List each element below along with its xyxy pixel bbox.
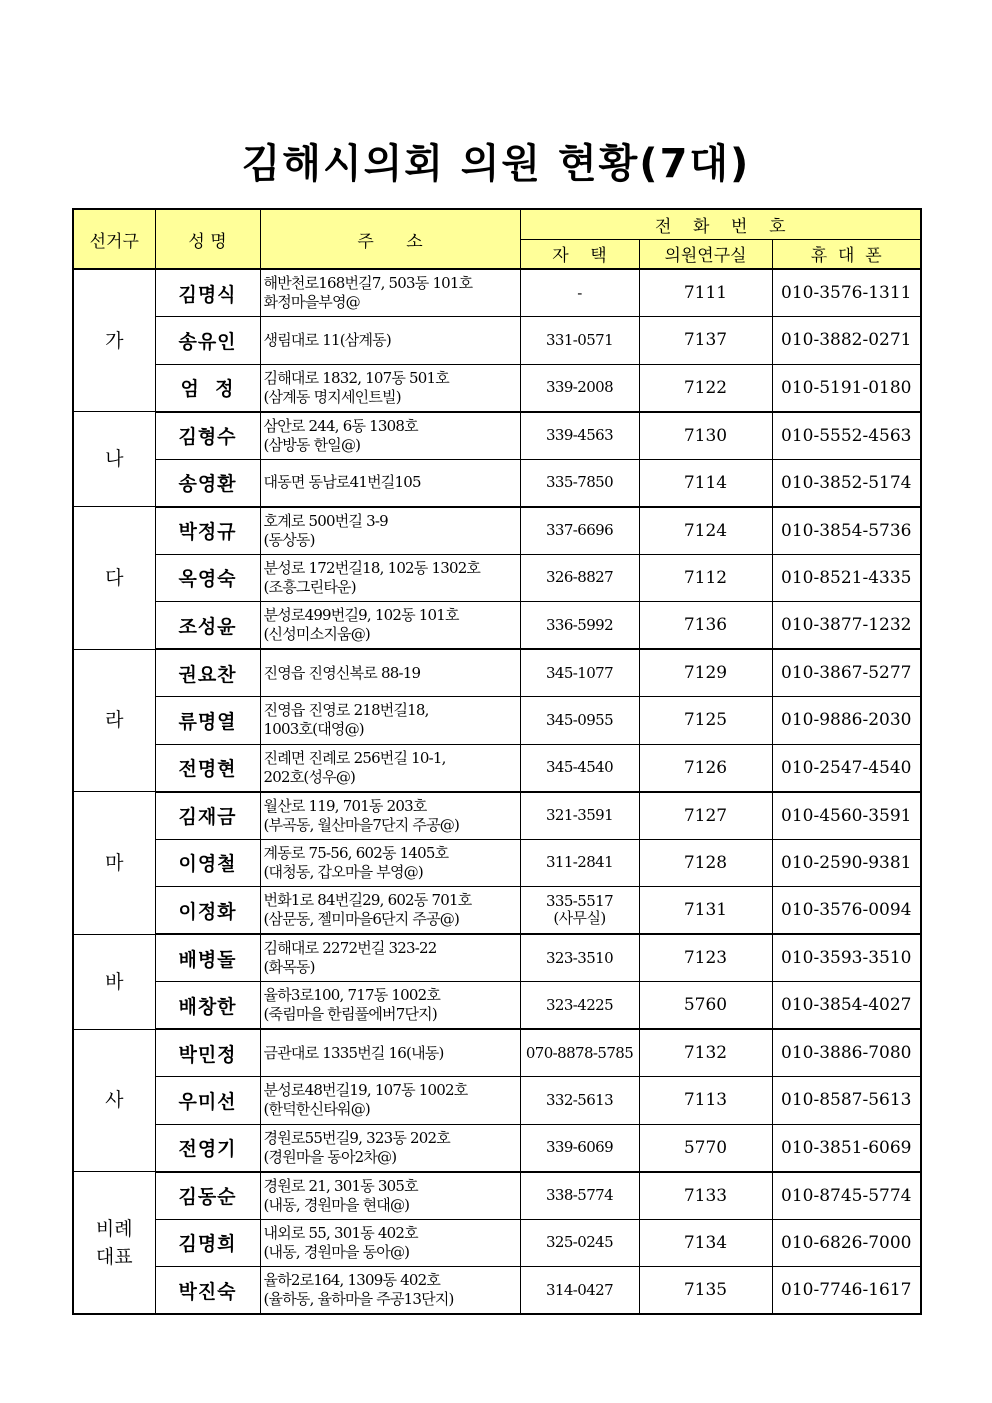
office-extension: 7111 <box>639 269 772 317</box>
home-phone-note: (사무실) <box>553 909 606 927</box>
address-line1: 분성로48번길19, 107동 1002호 <box>263 1081 468 1100</box>
address-line2: (한덕한신타워@) <box>263 1100 370 1119</box>
member-name: 전명현 <box>155 744 260 792</box>
district-label: 바 <box>105 970 124 993</box>
address-line1: 대동면 동남로41번길105 <box>263 473 421 491</box>
member-address <box>260 792 520 840</box>
home-phone <box>520 887 639 935</box>
district-cell <box>73 934 155 1029</box>
address-line1: 경원로 21, 301동 305호 <box>263 1176 418 1195</box>
home-phone <box>520 269 639 317</box>
home-phone-number: 335-5517 <box>545 892 614 910</box>
mobile-phone: 010-3877-1232 <box>772 602 921 650</box>
home-phone-number: 321-3591 <box>545 806 614 824</box>
table-row <box>73 839 921 887</box>
member-address <box>260 1077 520 1125</box>
mobile-phone: 010-3851-6069 <box>772 1124 921 1172</box>
district-label-line2: 대표 <box>95 1245 133 1268</box>
office-extension: 7128 <box>639 839 772 887</box>
district-cell <box>73 412 155 507</box>
office-extension: 7132 <box>639 1029 772 1077</box>
council-members-table <box>72 208 922 1315</box>
home-phone <box>520 1077 639 1125</box>
mobile-phone: 010-3886-7080 <box>772 1029 921 1077</box>
mobile-phone: 010-2547-4540 <box>772 744 921 792</box>
address-line2: (대청동, 갑오마을 부영@) <box>263 862 423 881</box>
home-phone-number: 345-1077 <box>545 663 614 682</box>
address-line2: (부곡동, 월산마을7단지 주공@) <box>263 815 460 834</box>
home-phone-number: 336-5992 <box>545 615 614 634</box>
address-line2: (율하동, 율하마을 주공13단지) <box>263 1290 454 1308</box>
address-line1: 호계로 500번길 3-9 <box>263 511 388 530</box>
address-line1: 율하3로100, 717동 1002호 <box>263 986 441 1004</box>
office-extension: 7114 <box>639 459 772 507</box>
office-extension: 7130 <box>639 412 772 460</box>
member-name: 박진숙 <box>155 1267 260 1315</box>
home-phone <box>520 554 639 602</box>
home-phone <box>520 934 639 982</box>
member-address <box>260 887 520 935</box>
district-cell <box>73 792 155 935</box>
member-address <box>260 412 520 460</box>
office-extension: 7136 <box>639 602 772 650</box>
home-phone <box>520 1029 639 1077</box>
home-phone-number: 339-4563 <box>545 426 614 444</box>
office-extension: 7137 <box>639 317 772 365</box>
member-name: 송영환 <box>155 459 260 507</box>
home-phone <box>520 982 639 1030</box>
member-address <box>260 1172 520 1220</box>
table-header <box>73 209 921 269</box>
header-home-phone: 자 택 <box>520 239 639 269</box>
office-extension: 7133 <box>639 1172 772 1220</box>
table-row <box>73 1029 921 1077</box>
home-phone-number: 311-2841 <box>545 853 614 872</box>
member-name: 김동순 <box>155 1172 260 1220</box>
member-name: 옥영숙 <box>155 554 260 602</box>
office-extension: 7129 <box>639 649 772 697</box>
table-row <box>73 649 921 697</box>
home-phone-number: 323-3510 <box>545 948 614 967</box>
table-body <box>73 269 921 1314</box>
mobile-phone: 010-6826-7000 <box>772 1219 921 1267</box>
mobile-phone: 010-4560-3591 <box>772 792 921 840</box>
office-extension: 5760 <box>639 982 772 1030</box>
home-phone <box>520 317 639 365</box>
office-extension: 7126 <box>639 744 772 792</box>
home-phone <box>520 1124 639 1172</box>
member-address <box>260 1029 520 1077</box>
member-address <box>260 982 520 1030</box>
member-address <box>260 269 520 317</box>
address-line2: (삼문동, 젤미마을6단지 주공@) <box>263 910 460 928</box>
home-phone-number: - <box>577 283 582 302</box>
district-label: 나 <box>105 448 124 470</box>
home-phone <box>520 507 639 555</box>
member-name: 김재금 <box>155 792 260 840</box>
table-row <box>73 1219 921 1267</box>
address-line1: 생림대로 11(삼계동) <box>263 330 391 349</box>
member-name: 김형수 <box>155 412 260 460</box>
address-line2: (경원마을 동아2차@) <box>263 1147 397 1166</box>
table-row <box>73 507 921 555</box>
address-line2: (신성미소지움@) <box>263 625 370 643</box>
table-row <box>73 412 921 460</box>
home-phone-number: 337-6696 <box>545 521 614 539</box>
member-address <box>260 507 520 555</box>
district-cell <box>73 649 155 792</box>
table-row <box>73 602 921 650</box>
member-name: 박정규 <box>155 507 260 555</box>
member-address <box>260 744 520 792</box>
address-line2: (동상동) <box>263 530 315 549</box>
address-line1: 율하2로164, 1309동 402호 <box>263 1271 441 1289</box>
member-address <box>260 1267 520 1315</box>
header-name: 성 명 <box>155 209 260 269</box>
address-line2: 1003호(대영@) <box>263 720 364 739</box>
office-extension: 7134 <box>639 1219 772 1267</box>
member-address <box>260 697 520 745</box>
mobile-phone: 010-3882-0271 <box>772 317 921 365</box>
table-row <box>73 269 921 317</box>
member-name: 박민정 <box>155 1029 260 1077</box>
district-label: 다 <box>105 566 124 589</box>
member-name: 이영철 <box>155 839 260 887</box>
table-row <box>73 317 921 365</box>
mobile-phone: 010-5552-4563 <box>772 412 921 460</box>
member-name: 김명희 <box>155 1219 260 1267</box>
mobile-phone: 010-3576-0094 <box>772 887 921 935</box>
table-row <box>73 1077 921 1125</box>
member-name: 김명식 <box>155 269 260 317</box>
home-phone-number: 345-4540 <box>545 758 614 776</box>
home-phone <box>520 1267 639 1315</box>
home-phone <box>520 792 639 840</box>
office-extension: 7113 <box>639 1077 772 1125</box>
home-phone <box>520 364 639 412</box>
home-phone <box>520 412 639 460</box>
table-row <box>73 1124 921 1172</box>
address-line2: 202호(성우@) <box>263 767 356 786</box>
member-address <box>260 364 520 412</box>
mobile-phone: 010-9886-2030 <box>772 697 921 745</box>
home-phone-number: 323-4225 <box>545 995 614 1014</box>
home-phone-number: 331-0571 <box>545 330 614 349</box>
address-line2: (죽림마을 한림풀에버7단지) <box>263 1005 437 1023</box>
home-phone <box>520 649 639 697</box>
district-label: 라 <box>105 709 124 732</box>
home-phone-number: 070-8878-5785 <box>525 1043 634 1062</box>
member-name: 배창한 <box>155 982 260 1030</box>
office-extension: 7125 <box>639 697 772 745</box>
mobile-phone: 010-3576-1311 <box>772 269 921 317</box>
home-phone-number: 339-2008 <box>545 378 614 396</box>
header-office-extension: 의원연구실 <box>639 239 772 269</box>
district-cell <box>73 269 155 412</box>
district-cell <box>73 507 155 650</box>
header-district: 선거구 <box>73 209 155 269</box>
mobile-phone: 010-8745-5774 <box>772 1172 921 1220</box>
address-line2: (조흥그린타운) <box>263 577 356 596</box>
address-line2: (삼방동 한일@) <box>263 435 361 454</box>
member-address <box>260 459 520 507</box>
address-line2: (화목동) <box>263 958 315 976</box>
member-name: 송유인 <box>155 317 260 365</box>
table-row <box>73 459 921 507</box>
address-line1: 계동로 75-56, 602동 1405호 <box>263 843 449 862</box>
address-line1: 금관대로 1335번길 16(내동) <box>263 1043 444 1062</box>
home-phone <box>520 459 639 507</box>
mobile-phone: 010-7746-1617 <box>772 1267 921 1315</box>
home-phone-number: 338-5774 <box>545 1186 614 1204</box>
home-phone-number: 335-7850 <box>545 473 614 491</box>
document-title: 김해시의회 의원 현황(7대) <box>241 141 751 187</box>
table-row <box>73 1267 921 1315</box>
table-row <box>73 792 921 840</box>
home-phone-number: 332-5613 <box>545 1090 614 1109</box>
district-cell <box>73 1172 155 1315</box>
office-extension: 7131 <box>639 887 772 935</box>
address-line1: 경원로55번길9, 323동 202호 <box>263 1128 450 1147</box>
office-extension: 7122 <box>639 364 772 412</box>
address-line1: 내외로 55, 301동 402호 <box>263 1223 418 1242</box>
address-line1: 진례면 진례로 256번길 10-1, <box>263 748 446 767</box>
mobile-phone: 010-3852-5174 <box>772 459 921 507</box>
member-address <box>260 934 520 982</box>
address-line2: (내동, 경원마을 동아@) <box>263 1242 410 1261</box>
table-row <box>73 744 921 792</box>
office-extension: 7127 <box>639 792 772 840</box>
home-phone <box>520 697 639 745</box>
address-line1: 분성로 172번길18, 102동 1302호 <box>263 558 481 577</box>
district-label: 가 <box>105 329 124 352</box>
address-line1: 김해대로 1832, 107동 501호 <box>263 368 449 387</box>
table-row <box>73 554 921 602</box>
table-row <box>73 1172 921 1220</box>
address-line2: (삼계동 명지세인트빌) <box>263 387 401 406</box>
member-name: 전영기 <box>155 1124 260 1172</box>
home-phone <box>520 602 639 650</box>
district-label-line1: 비례 <box>95 1217 133 1240</box>
home-phone-number: 314-0427 <box>545 1280 614 1299</box>
mobile-phone: 010-3854-5736 <box>772 507 921 555</box>
member-name: 권요찬 <box>155 649 260 697</box>
home-phone <box>520 1219 639 1267</box>
member-address <box>260 602 520 650</box>
member-name: 조성윤 <box>155 602 260 650</box>
table-row <box>73 934 921 982</box>
table-row <box>73 697 921 745</box>
home-phone <box>520 744 639 792</box>
office-extension: 7112 <box>639 554 772 602</box>
home-phone-number: 325-0245 <box>545 1233 614 1252</box>
member-name: 류명열 <box>155 697 260 745</box>
mobile-phone: 010-5191-0180 <box>772 364 921 412</box>
district-label: 사 <box>105 1089 124 1112</box>
district-label: 마 <box>105 851 124 874</box>
table-row <box>73 364 921 412</box>
member-address <box>260 1219 520 1267</box>
district-label <box>94 1215 134 1271</box>
header-mobile: 휴 대 폰 <box>772 239 921 269</box>
home-phone-number: 339-6069 <box>545 1138 614 1156</box>
home-phone <box>520 839 639 887</box>
district-cell <box>73 1029 155 1172</box>
member-name: 배병돌 <box>155 934 260 982</box>
mobile-phone: 010-3854-4027 <box>772 982 921 1030</box>
home-phone-number: 326-8827 <box>545 568 614 587</box>
header-phone-group: 전 화 번 호 <box>520 209 921 239</box>
member-address <box>260 317 520 365</box>
member-name: 엄 정 <box>155 364 260 412</box>
address-line2: 화정마을부영@ <box>263 293 360 311</box>
member-address <box>260 1124 520 1172</box>
address-line2: (내동, 경원마을 현대@) <box>263 1195 410 1214</box>
mobile-phone: 010-8521-4335 <box>772 554 921 602</box>
table-row <box>73 982 921 1030</box>
home-phone-number: 345-0955 <box>545 710 614 729</box>
office-extension: 7124 <box>639 507 772 555</box>
address-line1: 김해대로 2272번길 323-22 <box>263 939 437 957</box>
address-line1: 번화1로 84번길29, 602동 701호 <box>263 891 472 909</box>
member-address <box>260 839 520 887</box>
address-line1: 분성로499번길9, 102동 101호 <box>263 606 459 624</box>
address-line1: 월산로 119, 701동 203호 <box>263 796 427 815</box>
home-phone <box>520 1172 639 1220</box>
member-address <box>260 649 520 697</box>
mobile-phone: 010-2590-9381 <box>772 839 921 887</box>
office-extension: 7135 <box>639 1267 772 1315</box>
table-row <box>73 887 921 935</box>
office-extension: 5770 <box>639 1124 772 1172</box>
address-line1: 진영읍 진영신복로 88-19 <box>263 663 421 682</box>
mobile-phone: 010-3867-5277 <box>772 649 921 697</box>
address-line1: 삼안로 244, 6동 1308호 <box>263 416 418 435</box>
member-name: 우미선 <box>155 1077 260 1125</box>
address-line1: 진영읍 진영로 218번길18, <box>263 701 429 720</box>
office-extension: 7123 <box>639 934 772 982</box>
mobile-phone: 010-8587-5613 <box>772 1077 921 1125</box>
member-name: 이정화 <box>155 887 260 935</box>
address-line1: 해반천로168번길7, 503동 101호 <box>263 274 473 292</box>
mobile-phone: 010-3593-3510 <box>772 934 921 982</box>
member-address <box>260 554 520 602</box>
header-address: 주 소 <box>260 209 520 269</box>
